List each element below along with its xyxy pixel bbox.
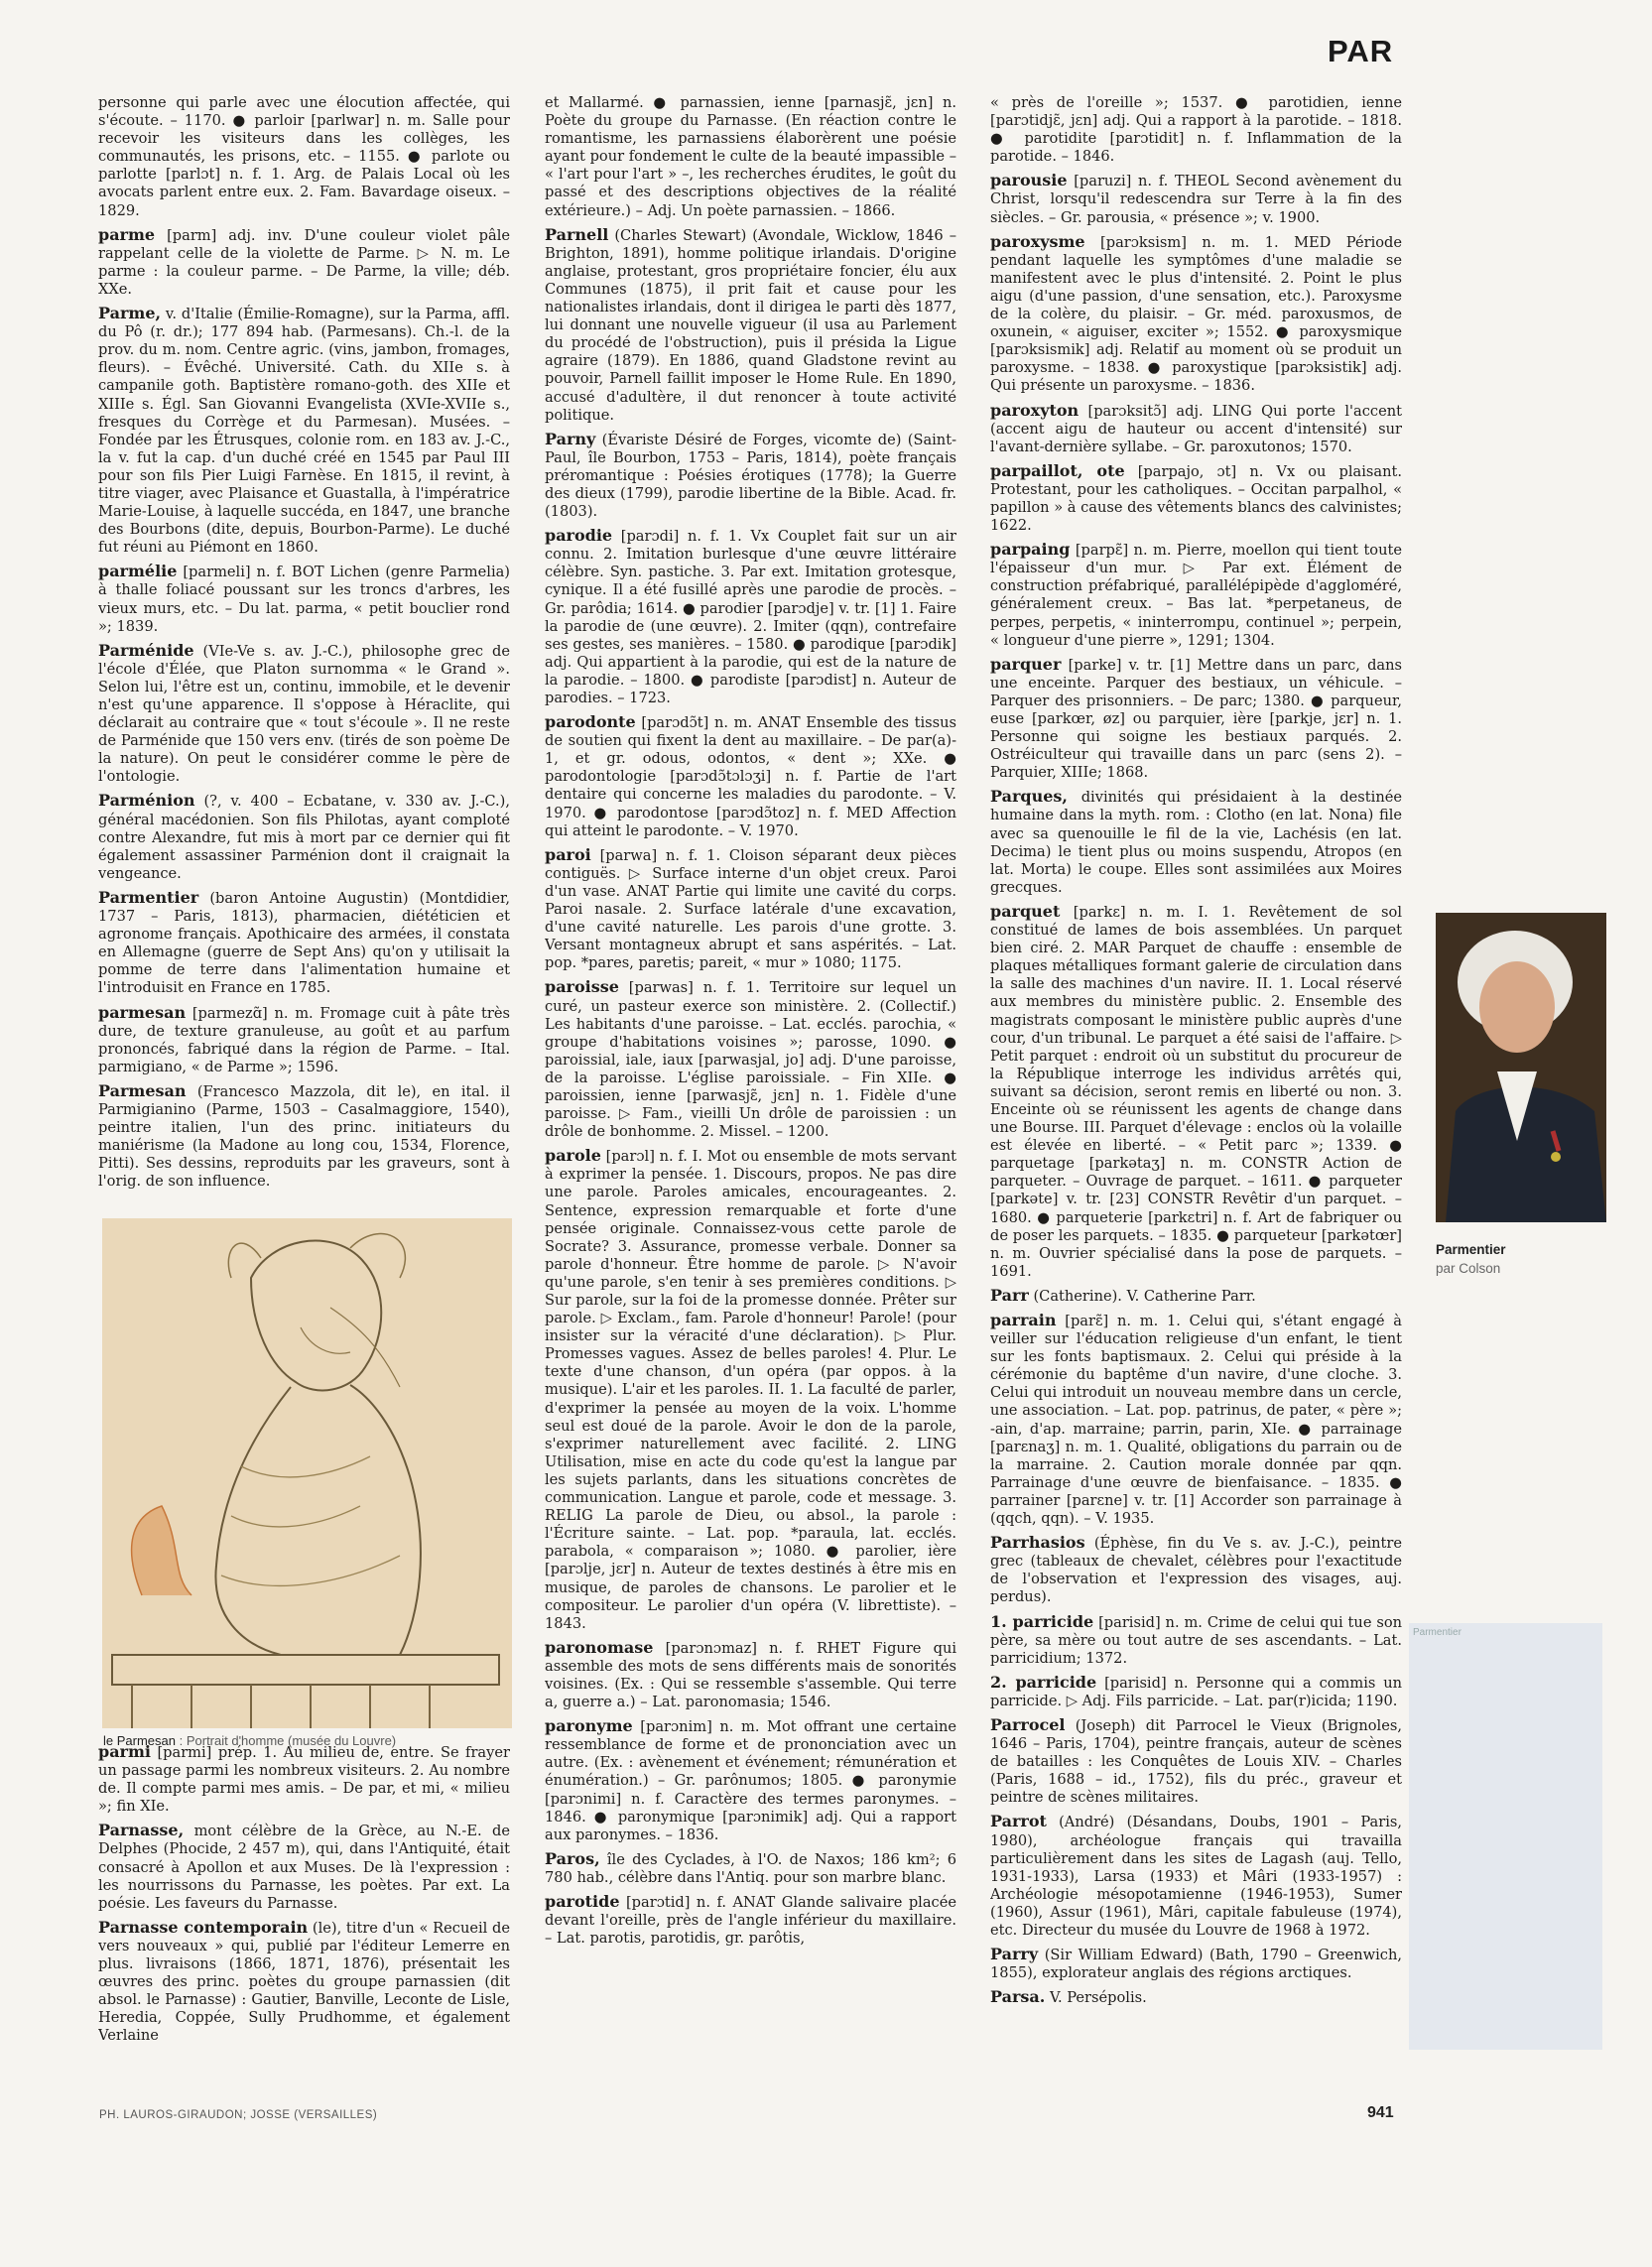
entry-definition: [parmi] prép. 1. Au milieu de, entre. Se frayer un passage parmi les nombreux visiteurs. 2. Au nombre de. Il compte parmi mes amis. – De par, et mi, « milieu »; fin XIe.: [98, 1744, 510, 1816]
entry-definition: [parwa] n. f. 1. Cloison séparant deux pièces contiguës. ▷ Surface interne d'un objet creux. Paroi d'un vase. ANAT Partie qui limite une cavité du corps. Paroi nasale. 2. Surface latérale d'une excavation, d'une cavité naturelle. Les parois d'une grotte. 3. Versant montagneux abrupt et sans aspérités. – Lat. pop. *pares, paretis; pareit, « mur » 1080; 1175.: [545, 846, 956, 972]
parmesan-sketch-figure: [102, 1218, 512, 1728]
entry-definition: [parpɛ̃] n. m. Pierre, moellon qui tient toute l'épaisseur d'un mur. ▷ Par ext. Élément de construction préfabriqué, parallélépipède d'aggloméré, généralement creux. – Bas lat. *perpetaneus, de perpes, perpetis, « ininterrompu, continuel »; perpein, « longueur d'une pierre », 1291; 1304.: [990, 542, 1402, 649]
entry-headword: Parménion: [98, 791, 195, 811]
entry-headword: Parnell: [545, 224, 609, 244]
entry-definition: (baron Antoine Augustin) (Montdidier, 1737 – Paris, 1813), pharmacien, diététicien et agronome français. Apothicaire des armées, il constata en Allemagne (guerre de Sept Ans) qu'on y utilisait la pomme de terre dans l'alimentation humaine et l'introduisit en France en 1785.: [98, 889, 510, 997]
entry-headword: Parr: [990, 1285, 1029, 1305]
entry-definition: (Éphèse, fin du Ve s. av. J.-C.), peintre grec (tableaux de chevalet, célèbres pour l'exactitude de l'observation et l'expression des visages, auj. perdus).: [990, 1535, 1402, 1606]
dictionary-entry: [990, 1813, 1402, 1940]
dictionary-entry: [990, 402, 1402, 456]
dictionary-entry: [990, 903, 1402, 1281]
entry-definition: « près de l'oreille »; 1537. ● parotidien, ienne [parɔtidjɛ̃, jɛn] adj. Qui a rapport à la parotide. – 1818. ● parotidite [parɔtidit] n. f. Inflammation de la parotide. – 1846.: [990, 94, 1402, 166]
entry-definition: [parisid] n. Personne qui a commis un parricide. ▷ Adj. Fils parricide. – Lat. par(r)icida; 1190.: [990, 1674, 1402, 1709]
side-margin-label: Parmentier: [1413, 1627, 1461, 1638]
entry-definition: personne qui parle avec une élocution affectée, qui s'écoute. – 1170. ● parloir [parlwar] n. m. Salle pour recevoir les visiteurs dans les collèges, les communautés, les prisons, etc. – 1155. ● parlote ou parlotte [parlɔt] n. f. 1. Arg. de Palais Local où les avocats parlent entre eux. 2. Fam. Bavardage oiseux. – 1829.: [98, 94, 510, 219]
entry-headword: Parry: [990, 1945, 1039, 1964]
entry-headword: Paros,: [545, 1848, 600, 1868]
dictionary-entry: [98, 226, 510, 299]
entry-headword: parmi: [98, 1743, 151, 1761]
entry-headword: Parny: [545, 429, 596, 448]
entry-headword: Parrot: [990, 1812, 1047, 1831]
dictionary-entry: [98, 1004, 510, 1076]
entry-definition: (VIe-Ve s. av. J.-C.), philosophe grec de l'école d'Élée, que Platon surnomma « le Grand ». Selon lui, l'être est un, continu, immobile, et le devenir n'est qu'une apparence. Il s'oppose à Héraclite, qui déclarait au contraire que « tout s'écoule ». Il ne reste de Parménide que 150 vers env. (tirés de son poème De la nature). On peut le considérer comme le père de l'ontologie.: [98, 642, 510, 786]
entry-definition: (Francesco Mazzola, dit le), en ital. il Parmigianino (Parme, 1503 – Casalmaggiore, 1540), peintre italien, l'un des princ. initiateurs du maniérisme (la Madone au long cou, 1534, Florence, Pitti). Ses dessins, reproduits par les graveurs, sont à l'orig. de son influence.: [98, 1082, 510, 1191]
dictionary-entry: [545, 94, 956, 220]
column-1: [98, 94, 510, 1223]
column-1-continued: [98, 1743, 510, 2090]
entry-headword: parousie: [990, 171, 1068, 190]
entry-headword: Parme,: [98, 304, 162, 323]
entry-headword: parmesan: [98, 1002, 187, 1022]
entry-definition: [parɔtid] n. f. ANAT Glande salivaire placée devant l'oreille, près de l'angle inférieur du maxillaire. – Lat. parotis, parotidis, gr. parôtis,: [545, 1894, 956, 1948]
portrait-caption: [1436, 1240, 1506, 1278]
sketch-illustration: [102, 1218, 512, 1728]
entry-definition: mont célèbre de la Grèce, au N.-E. de Delphes (Phocide, 2 457 m), qui, dans l'Antiquité, était consacré à Apollon et aux Muses. De là l'expression : les nourrissons du Parnasse, les poètes. Par ext. La poésie. Les faveurs du Parnasse.: [98, 1823, 510, 1912]
dictionary-entry: [990, 94, 1402, 166]
entry-definition: (Évariste Désiré de Forges, vicomte de) (Saint-Paul, île Bourbon, 1753 – Paris, 1814), poète français préromantique : Poésies érotiques (1778); la Guerre des dieux (1799), parodie libertine de la Bible. Acad. fr. (1803).: [545, 431, 956, 521]
entry-headword: parrain: [990, 1311, 1057, 1329]
entry-definition: [parɔksitɔ̃] adj. LING Qui porte l'accent (accent aigu de hauteur ou accent d'intensité) sur l'avant-dernière syllabe. – Gr. paroxutonos; 1570.: [990, 402, 1402, 455]
sketch-caption-subject: le Parmesan: [103, 1733, 176, 1748]
entry-definition: [parmezɑ̃] n. m. Fromage cuit à pâte très dure, de texture granuleuse, au goût et au parfum prononcés, fabriqué dans la région de Parme. – Ital. parmigiano, « de Parme »; 1596.: [98, 1004, 510, 1075]
dictionary-entry: [990, 233, 1402, 396]
dictionary-entry: [990, 1946, 1402, 1982]
dictionary-entry: [545, 978, 956, 1141]
portrait-caption-by: par Colson: [1436, 1261, 1501, 1276]
dictionary-entry: [990, 656, 1402, 783]
entry-headword: Parsa.: [990, 1987, 1046, 2007]
dictionary-entry: [990, 172, 1402, 226]
entry-definition: [parpajo, ɔt] n. Vx ou plaisant. Protestant, pour les catholiques. – Occitan parpalhol, « papillon » à cause des vêtements blancs des calvinistes; 1622.: [990, 462, 1402, 535]
entry-headword: parole: [545, 1146, 601, 1166]
column-2: [545, 94, 956, 2096]
entry-definition: [parɔdi] n. f. 1. Vx Couplet fait sur un air connu. 2. Imitation burlesque d'une œuvre littéraire célèbre. Syn. pastiche. 3. Par ext. Imitation grotesque, cynique. Il a été fusillé après une parodie de procès. – Gr. parôdia; 1614. ● parodier [parɔdje] v. tr. [1] 1. Faire la parodie de (une œuvre). 2. Imiter (qqn), contrefaire ses gestes, ses manières. – 1580. ● parodique [parɔdik] adj. Qui appartient à la parodie, qui est de la nature de la parodie. – 1800. ● parodiste [parɔdist] n. Auteur de parodies. – 1723.: [545, 528, 956, 706]
entry-definition: [parɔnim] n. m. Mot offrant une certaine ressemblance de forme et de prononciation avec un autre. (Ex. : avènement et événement; rémunération et énumération.) – Gr. parônumos; 1805. ● paronymie [parɔnimi] n. f. Caractère des termes paronymes. – 1846. ● paronymique [parɔnimik] adj. Qui a rapport aux paronymes. – 1836.: [545, 1718, 956, 1843]
entry-definition: [parɔl] n. f. I. Mot ou ensemble de mots servant à exprimer la pensée. 1. Discours, propos. Ne pas dire une parole. Paroles amicales, encourageantes. 2. Sentence, expression remarquable et forte d'une pensée originale. Connaissez-vous cette parole de Socrate? 3. Assurance, promesse verbale. Donner sa parole d'honneur. Être homme de parole. ▷ N'avoir qu'une parole, s'en tenir à ses premières conditions. ▷ Sur parole, sur la foi de la promesse donnée. Prêter sur parole. ▷ Exclam., fam. Parole d'honneur! Parole! (pour insister sur la véracité d'une déclaration). ▷ Plur. Promesses vagues. Assez de belles paroles! 4. Plur. Le texte d'une chanson, d'un opéra (par oppos. à la musique). L'air et les paroles. II. 1. La faculté de parler, d'exprimer la pensée au moyen de la voix. L'homme seul est doué de la parole. Avoir le don de la parole, s'exprimer naturellement avec facilité. 2. LING Utilisation, mise en acte du code qu'est la langue par les sujets parlants, dans les situations concrètes de communication. Langue et parole, code et message. 3. RELIG La parole de Dieu, ou absol., la parole : l'Écriture sainte. – Lat. pop. *paraula, lat. ecclés. parabola, « comparaison »; 1080. ● parolier, ière [parɔlje, jɛr] n. Auteur de textes destinés à être mis en musique, de paroles de chansons. Le parolier et le compositeur. Le parolier d'un opéra (V. librettiste). – 1843.: [545, 1148, 956, 1632]
entry-headword: parotide: [545, 1892, 620, 1911]
entry-headword: paroisse: [545, 977, 619, 997]
dictionary-entry: [98, 1743, 510, 1816]
entry-headword: parodonte: [545, 712, 636, 732]
entry-headword: parme: [98, 224, 156, 244]
column-3: [990, 94, 1402, 2096]
entry-headword: paroi: [545, 844, 591, 864]
dictionary-entry: [545, 1850, 956, 1887]
entry-headword: paroxyton: [990, 400, 1080, 420]
dictionary-entry: [98, 889, 510, 998]
dictionary-entry: [98, 642, 510, 787]
entry-headword: 1. parricide: [990, 1611, 1094, 1631]
dictionary-entry: [98, 1082, 510, 1192]
entry-definition: [parɔdɔ̃t] n. m. ANAT Ensemble des tissus de soutien qui fixent la dent au maxillaire. – De par(a)- 1, et gr. odous, odontos, « dent »; XXe. ● parodontologie [parɔdɔ̃tɔlɔʒi] n. f. Partie de l'art dentaire qui concerne les maladies du parodonte. – V. 1970. ● parodontose [parɔdɔ̃toz] n. f. MED Affection qui atteint le parodonte. – V. 1970.: [545, 714, 956, 839]
entry-definition: (Catherine). V. Catherine Parr.: [1033, 1287, 1256, 1305]
entry-definition: (Sir William Edward) (Bath, 1790 – Greenwich, 1855), explorateur anglais des régions arctiques.: [990, 1947, 1402, 1982]
entry-definition: et Mallarmé. ● parnassien, ienne [parnasjɛ̃, jɛn] n. Poète du groupe du Parnasse. (En réaction contre le romantisme, les parnassiens élaborèrent une poésie ayant pour fondement le culte de la beauté impassible – « l'art pour l'art » –, les recherches érudites, le goût du passé et des descriptions objectives de la réalité extérieure.) – Adj. Un poète parnassien. – 1866.: [545, 94, 956, 219]
entry-definition: (le), titre d'un « Recueil de vers nouveaux » qui, publié par l'éditeur Lemerre en plus. livraisons (1866, 1871, 1876), présentait les œuvres des princ. poètes du groupe parnassien (dit absol. le Parnasse) : Gautier, Banville, Leconte de Lisle, Heredia, Coppée, Sully Prudhomme, et également Verlaine: [98, 1919, 510, 2045]
entry-definition: [parɔksism] n. m. 1. MED Période pendant laquelle les symptômes d'une maladie se manifestent avec le plus d'intensité. 2. Point le plus aigu (d'une passion, d'une sensation, etc.). Paroxysme de la colère, du plaisir. – Gr. méd. paroxusmos, de oxunein, « aiguiser, exciter »; 1552. ● paroxysmique [parɔksismik] adj. Relatif au moment où se produit un paroxysme. – 1838. ● paroxystique [parɔksistik] adj. Qui présente un paroxysme. – 1836.: [990, 233, 1402, 395]
entry-headword: paroxysme: [990, 231, 1085, 251]
entry-headword: parquer: [990, 654, 1062, 674]
entry-definition: V. Persépolis.: [1049, 1989, 1147, 2007]
entry-definition: (André) (Désandans, Doubs, 1901 – Paris, 1980), archéologue français qui travailla particulièrement dans les sites de Lagash (auj. Tello, 1931-1933), Larsa (1933) et Mâri (1933-1957) : Archéologie mésopotamienne (1946-1953), Sumer (1960), Assur (1961), Mâri, capitale fabuleuse (1974), etc. Directeur du musée du Louvre de 1968 à 1972.: [990, 1814, 1402, 1939]
entry-headword: paronyme: [545, 1716, 633, 1736]
entry-headword: parpaillot, ote: [990, 460, 1125, 480]
dictionary-entry: [990, 1716, 1402, 1807]
entry-headword: Parmentier: [98, 887, 199, 907]
entry-headword: paronomase: [545, 1637, 654, 1657]
dictionary-entry: [990, 788, 1402, 897]
entry-headword: parodie: [545, 526, 613, 546]
dictionary-entry: [990, 541, 1402, 650]
entry-definition: [paruzi] n. f. THEOL Second avènement du Christ, lorsqu'il redescendra sur Terre à la fin des siècles. – Gr. parousia, « présence »; v. 1900.: [990, 173, 1402, 226]
entry-definition: [parmeli] n. f. BOT Lichen (genre Parmelia) à thalle foliacé poussant sur les troncs d'arbres, les vieux murs, etc. – Du lat. parma, « petit bouclier rond »; 1839.: [98, 564, 510, 635]
dictionary-entry: [545, 713, 956, 840]
dictionary-entry: [98, 1822, 510, 1912]
dictionary-entry: [98, 305, 510, 557]
entry-definition: (Joseph) dit Parrocel le Vieux (Brignoles, 1646 – Paris, 1704), peintre français, auteur de scènes de batailles : les Conquêtes de Louis XIV. – Charles (Paris, 1688 – id., 1752), fils du préc., graveur et peintre de scènes militaires.: [990, 1716, 1402, 1807]
entry-definition: [parɛ̃] n. m. 1. Celui qui, s'étant engagé à veiller sur l'éducation religieuse d'un enfant, le tient sur les fonts baptismaux. 2. Celui qui préside à la cérémonie du baptême d'un navire, d'une cloche. 3. Celui qui introduit un nouveau membre dans un cercle, une association. – Lat. pop. patrinus, de pater, « père »; -ain, d'ap. marraine; parrin, parin, XIe. ● parrainage [parɛnaʒ] n. m. 1. Qualité, obligations du parrain ou de la marraine. 2. Caution morale donnée par qqn. Parrainage d'une œuvre de bienfaisance. – 1835. ● parrainer [parɛne] v. tr. [1] Accorder son parrainage à (qqch, qqn). – V. 1935.: [990, 1313, 1402, 1528]
entry-headword: Parrocel: [990, 1714, 1066, 1734]
dictionary-entry: [990, 1287, 1402, 1306]
dictionary-entry: [990, 1674, 1402, 1710]
dictionary-entry: [990, 1534, 1402, 1606]
dictionary-entry: [545, 1147, 956, 1633]
entry-definition: île des Cyclades, à l'O. de Naxos; 186 km²; 6 780 hab., célèbre dans l'Antiq. pour son marbre blanc.: [545, 1850, 956, 1886]
entry-definition: [parisid] n. m. Crime de celui qui tue son père, sa mère ou tout autre de ses ascendants. – Lat. parricidium; 1372.: [990, 1613, 1402, 1667]
entry-headword: Parménide: [98, 640, 194, 660]
sketch-caption-detail: : Portrait d'homme (musée du Louvre): [179, 1733, 397, 1748]
entry-definition: divinités qui présidaient à la destinée humaine dans la myth. rom. : Clotho (en lat. Nona) file avec sa quenouille le fil de la vie, Lachésis (en lat. Decima) le tient plus ou moins suspendu, Atropos (en lat. Morta) le coupe. Elles sont assimilées aux Moires grecques.: [990, 789, 1402, 896]
entry-headword: Parques,: [990, 787, 1068, 807]
dictionary-entry: [545, 1639, 956, 1711]
dictionary-entry: [545, 226, 956, 425]
dictionary-entry: [98, 792, 510, 882]
dictionary-entry: [990, 1613, 1402, 1668]
dictionary-entry: [545, 1893, 956, 1948]
entry-headword: 2. parricide: [990, 1672, 1097, 1692]
entry-headword: parpaing: [990, 540, 1071, 560]
parmentier-portrait: [1436, 913, 1606, 1222]
entry-definition: [parkɛ] n. m. I. 1. Revêtement de sol constitué de lames de bois assemblées. Un parquet bien ciré. 2. MAR Parquet de chauffe : ensemble de plaques métalliques formant galerie de circulation dans la salle des machines d'un navire. II. 1. Local réservé aux membres du ministère public. 2. Ensemble des magistrats composant le ministère public auprès d'une cour, d'un tribunal. Le parquet a été saisi de l'affaire. ▷ Petit parquet : endroit où un substitut du procureur de la République interroge les individus arrêtés qui, suivant sa décision, seront remis en liberté ou non. 3. Enceinte où se réunissent les agents de change dans une Bourse. III. Parquet d'élevage : enclos où la volaille est élevée en liberté. – « Petit parc »; 1339. ● parquetage [parkətaʒ] n. m. CONSTR Action de parqueter. – Ouvrage de parquet. – 1611. ● parqueter [parkəte] v. tr. [23] CONSTR Revêtir d'un parquet. – 1680. ● parqueterie [parkɛtri] n. f. Art de fabriquer ou de poser les parquets. – 1835. ● parqueteur [parkətœr] n. m. Ouvrier spécialisé dans la pose de parquets. – 1691.: [990, 903, 1402, 1280]
entry-definition: [parwas] n. f. 1. Territoire sur lequel un curé, un pasteur exerce son ministère. 2. (Collectif.) Les habitants d'une paroisse. – Lat. ecclés. parochia, « groupe d'habitations voisines »; parosse, 1090. ● paroissial, iale, iaux [parwasjal, jo] adj. D'une paroisse, de la paroisse. L'église paroissiale. – Fin XIIe. ● paroissien, ienne [parwasjɛ̃, jɛn] n. 1. Fidèle d'une paroisse. ▷ Fam., vieilli Un drôle de paroissien : un drôle de bonhomme. 2. Missel. – 1200.: [545, 979, 956, 1141]
entry-definition: [parɔnɔmaz] n. f. RHET Figure qui assemble des mots de sens différents mais de sonorités voisines. (Ex. : Qui se ressemble s'assemble. Qui terre a, guerre a.) – Lat. paronomasia; 1546.: [545, 1639, 956, 1711]
photo-credit: PH. LAUROS-GIRAUDON; JOSSE (VERSAILLES): [99, 2109, 378, 2121]
entry-definition: (?, v. 400 – Ecbatane, v. 330 av. J.-C.), général macédonien. Son fils Philotas, ayant comploté contre Alexandre, fut mis à mort par ce dernier qui fit également assassiner Parménion dont il craignait la vengeance.: [98, 793, 510, 882]
portrait-image: [1436, 913, 1606, 1222]
portrait-caption-name: Parmentier: [1436, 1242, 1506, 1257]
dictionary-entry: [98, 563, 510, 635]
page-number: 941: [1367, 2104, 1394, 2121]
dictionary-entry: [990, 1988, 1402, 2007]
entry-definition: [parke] v. tr. [1] Mettre dans un parc, dans une enceinte. Parquer des bestiaux, un véhicule. – Parquer des prisonniers. – De parc; 1380. ● parqueur, euse [parkœr, øz] ou parquier, ière [parkje, jɛr] n. 1. Personne qui soigne les bestiaux parqués. 2. Ostréiculteur qui travaille dans un parc (sens 2). – Parquier, XIIIe; 1868.: [990, 656, 1402, 782]
dictionary-entry: [545, 527, 956, 707]
dictionary-entry: [545, 1717, 956, 1844]
entry-definition: [parm] adj. inv. D'une couleur violet pâle rappelant celle de la violette de Parme. ▷ N. m. Le parme : la couleur parme. – De Parme, la ville; déb. XXe.: [98, 226, 510, 298]
running-head: PAR: [1328, 34, 1394, 68]
entry-definition: v. d'Italie (Émilie-Romagne), sur la Parma, affl. du Pô (r. dr.); 177 894 hab. (Parmesans). Ch.-l. de la prov. du m. nom. Centre agric. (vins, jambon, fromages, fleurs). – Évêché. Université. Cath. du XIIe s. à campanile goth. Baptistère romano-goth. des XIIe et XIIIe s. Égl. San Giovanni Evangelista (XVIe-XVIIe s., fresques du Corrège et du Parmesan). Musées. – Fondée par les Étrusques, colonie rom. en 183 av. J.-C., la v. fut la cap. d'un duché créé en 1545 par Paul III pour son fils Pier Luigi Farnèse. En 1815, il revint, à titre viager, avec Plaisance et Guastalla, à l'impératrice Marie-Louise, à laquelle succéda, en 1847, une branche des Bourbons (dite, depuis, Bourbon-Parme). Le duché fut réuni au Piémont en 1860.: [98, 306, 510, 557]
entry-headword: Parnasse contemporain: [98, 1917, 309, 1937]
entry-headword: parquet: [990, 901, 1061, 921]
entry-headword: parmélie: [98, 562, 178, 581]
dictionary-entry: [990, 462, 1402, 535]
entry-headword: Parmesan: [98, 1080, 187, 1100]
dictionary-entry: [990, 1312, 1402, 1528]
entry-headword: Parnasse,: [98, 1821, 185, 1840]
dictionary-entry: [545, 846, 956, 973]
dictionary-entry: [545, 431, 956, 521]
side-margin-band: [1409, 1623, 1602, 2050]
dictionary-entry: [98, 94, 510, 220]
entry-headword: Parrhasios: [990, 1533, 1085, 1553]
dictionary-entry: [98, 1919, 510, 2046]
entry-definition: (Charles Stewart) (Avondale, Wicklow, 1846 – Brighton, 1891), homme politique irlandais. D'origine anglaise, protestant, gros propriétaire foncier, élu aux Communes (1875), il prit fait et cause pour les nationalistes irlandais, dont il dirigea le parti dès 1877, lui donnant une nouvelle vigueur (il usa au Parlement du procédé de l'obstruction), puis il présida la Ligue agraire (1879). En 1886, quand Gladstone revint au pouvoir, Parnell faillit imposer le Home Rule. En 1890, accusé d'adultère, il dut renoncer à toute activité politique.: [545, 226, 956, 424]
